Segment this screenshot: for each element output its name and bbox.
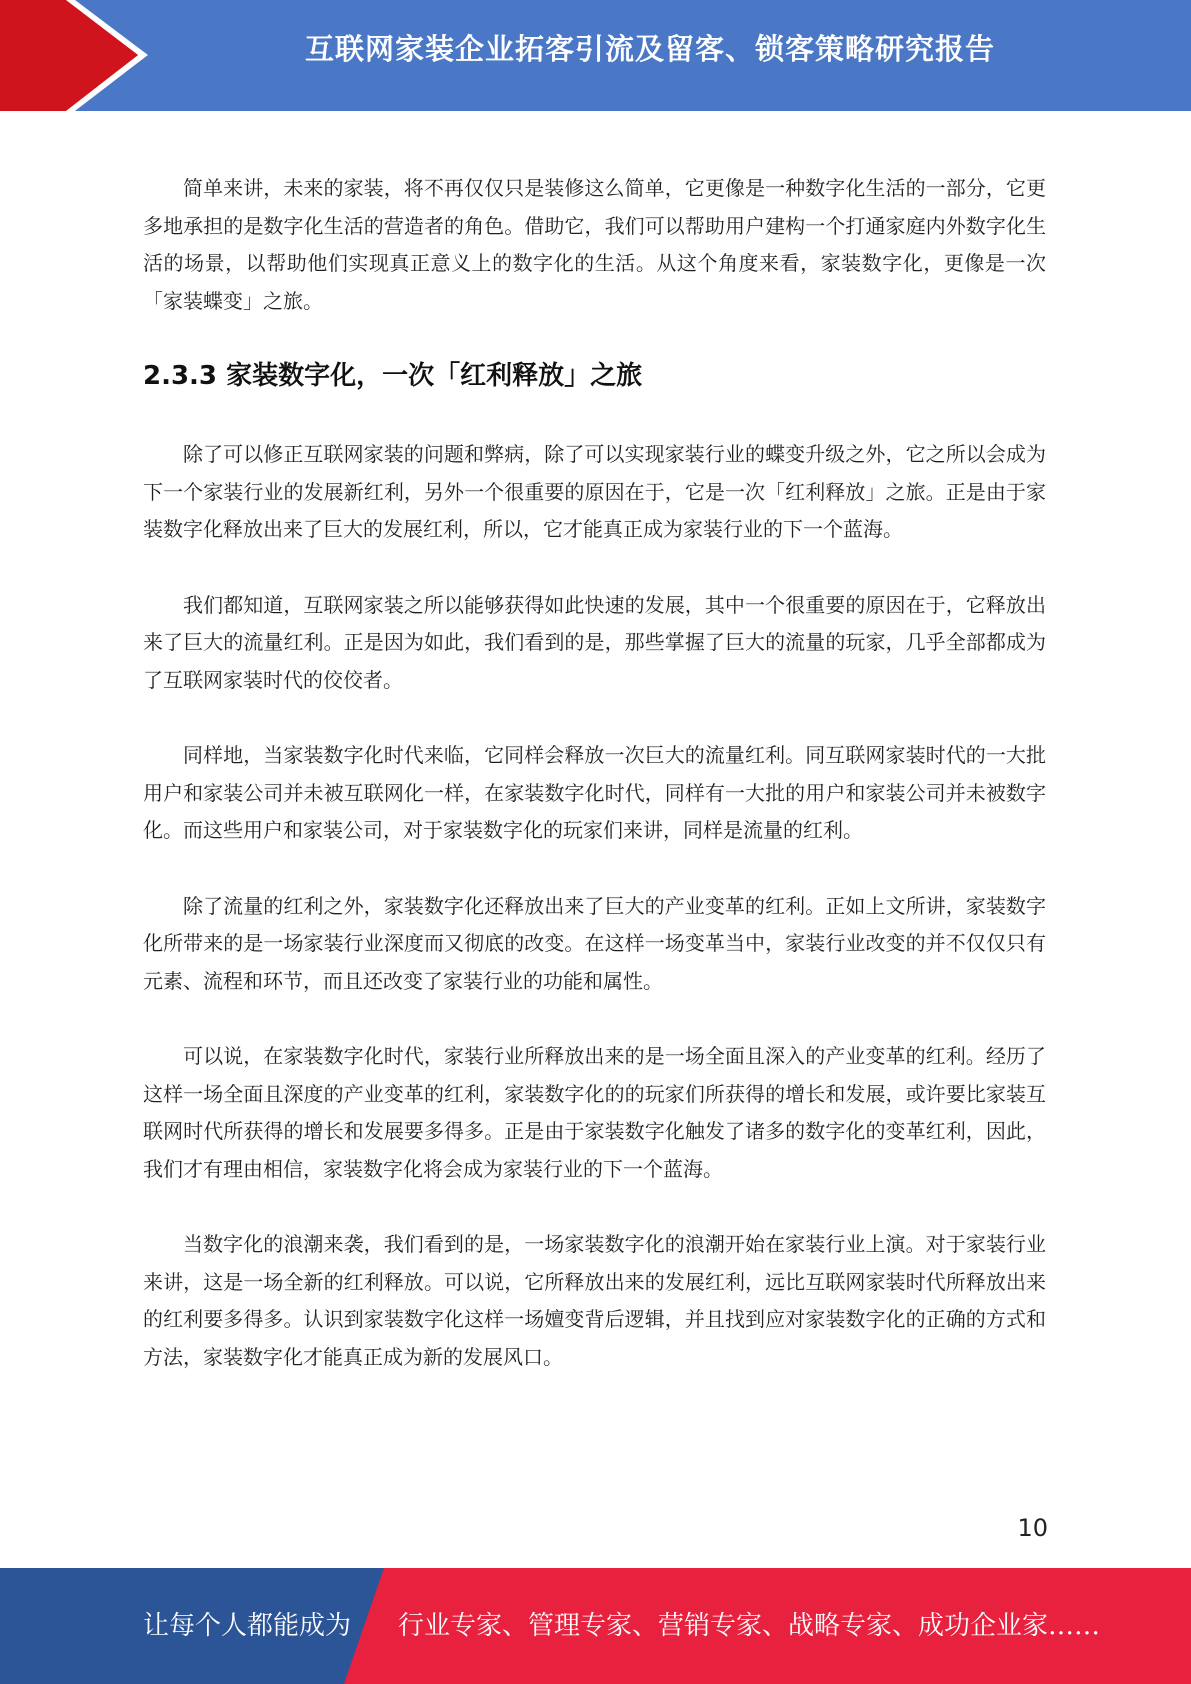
page-footer [0, 1568, 1191, 1684]
document-body [143, 170, 1046, 1414]
footer-slogan-left: 让每个人都能成为 [143, 1611, 352, 1641]
report-title: 互联网家装企业拓客引流及留客、锁客策略研究报告 [304, 32, 995, 66]
paragraph: 我们都知道，互联网家装之所以能够获得如此快速的发展，其中一个很重要的原因在于，它释放出来了巨大的流量红利。正是因为如此，我们看到的是，那些掌握了巨大的流量的玩家，几乎全部都成为了互联网家装时代的佼佼者。 [143, 592, 1046, 692]
section-heading: 2.3.3 家装数字化，一次「红利释放」之旅 [143, 361, 643, 391]
paragraph: 除了可以修正互联网家装的问题和弊病，除了可以实现家装行业的蝶变升级之外，它之所以会成为下一个家装行业的发展新红利，另外一个很重要的原因在于，它是一次「红利释放」之旅。正是由于家装数字化释放出来了巨大的发展红利，所以，它才能真正成为家装行业的下一个蓝海。 [143, 442, 1046, 541]
paragraph: 同样地，当家装数字化时代来临，它同样会释放一次巨大的流量红利。同互联网家装时代的一大批用户和家装公司并未被互联网化一样，在家装数字化时代，同样有一大批的用户和家装公司并未被数字化。而这些用户和家装公司，对于家装数字化的玩家们来讲，同样是流量的红利。 [143, 743, 1046, 842]
paragraph: 简单来讲，未来的家装，将不再仅仅只是装修这么简单，它更像是一种数字化生活的一部分，它更多地承担的是数字化生活的营造者的角色。借助它，我们可以帮助用户建构一个打通家庭内外数字化生活的场景，以帮助他们实现真正意义上的数字化的生活。从这个角度来看，家装数字化，更像是一次「家装蝶变」之旅。 [143, 176, 1046, 313]
page-number: 10 [1017, 1514, 1048, 1542]
paragraph: 除了流量的红利之外，家装数字化还释放出来了巨大的产业变革的红利。正如上文所讲，家装数字化所带来的是一场家装行业深度而又彻底的改变。在这样一场变革当中，家装行业改变的并不仅仅只有元素、流程和环节，而且还改变了家装行业的功能和属性。 [143, 893, 1046, 993]
page-header [0, 0, 1191, 111]
footer-slogan-right: 行业专家、管理专家、营销专家、战略专家、成功企业家…… [398, 1611, 1101, 1641]
paragraph: 当数字化的浪潮来袭，我们看到的是，一场家装数字化的浪潮开始在家装行业上演。对于家装行业来讲，这是一场全新的红利释放。可以说，它所释放出来的发展红利，远比互联网家装时代所释放出来的红利要多得多。认识到家装数字化这样一场嬗变背后逻辑，并且找到应对家装数字化的正确的方式和方法，家装数字化才能真正成为新的发展风口。 [143, 1232, 1046, 1369]
paragraph: 可以说，在家装数字化时代，家装行业所释放出来的是一场全面且深入的产业变革的红利。经历了这样一场全面且深度的产业变革的红利，家装数字化的的玩家们所获得的增长和发展，或许要比家装互联网时代所获得的增长和发展要多得多。正是由于家装数字化触发了诸多的数字化的变革红利，因此，我们才有理由相信，家装数字化将会成为家装行业的下一个蓝海。 [143, 1044, 1046, 1181]
